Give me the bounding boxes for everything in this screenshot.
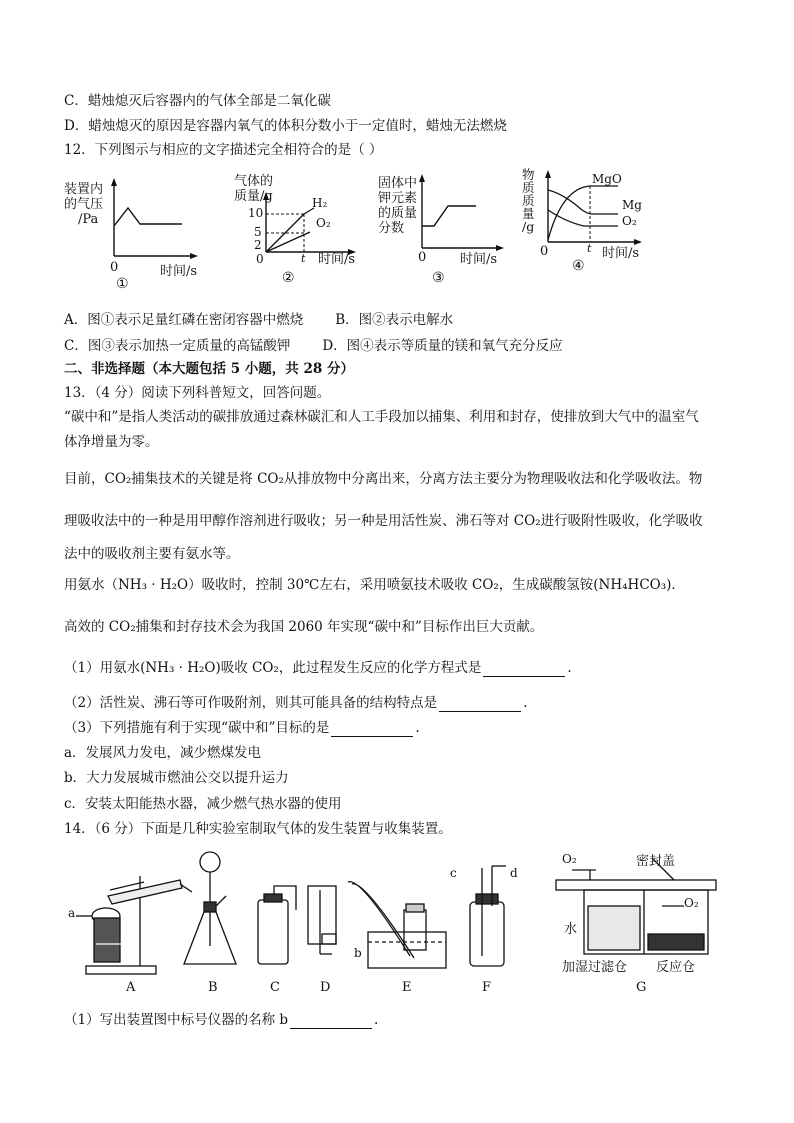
- graph-2-ylabel: 气体的 质量/g: [234, 174, 274, 204]
- graph-3: [376, 168, 516, 298]
- apparatus-c: [258, 886, 296, 964]
- apparatus-mark-c: c: [450, 866, 457, 880]
- apparatus-label-b: B: [208, 980, 218, 995]
- apparatus-label-e: E: [402, 980, 412, 995]
- graph-3-number: ③: [432, 270, 445, 286]
- graph-1: [64, 168, 224, 298]
- graph-2-origin: 0: [256, 252, 264, 266]
- answer-blank-14-1[interactable]: [290, 1014, 372, 1029]
- apparatus-b: [184, 852, 236, 964]
- option-d: D．蜡烛熄灭的原因是容器内氧气的体积分数小于一定值时，蜡烛无法燃烧: [64, 118, 507, 134]
- option-c: C．蜡烛熄灭后容器内的气体全部是二氧化碳: [64, 93, 331, 109]
- question-14-1: （1）写出装置图中标号仪器的名称 b .: [64, 1012, 379, 1028]
- apparatus-label-f: F: [482, 980, 492, 995]
- apparatus-mark-a: a: [68, 906, 76, 920]
- graph-2-xlabel: 时间/s: [318, 252, 356, 267]
- passage-p2b: 理吸收法中的一种是用甲醇作溶剂进行吸收；另一种是用活性炭、沸石等对 CO₂进行吸附性吸收，化学吸收: [64, 513, 703, 529]
- passage-p4: 高效的 CO₂捕集和封存技术会为我国 2060 年实现“碳中和”目标作出巨大贡献。: [64, 619, 544, 635]
- section-2-heading: 二、非选择题（本大题包括 5 小题，共 28 分）: [64, 361, 354, 377]
- apparatus-label-a: A: [126, 980, 136, 995]
- apparatus-f: [470, 866, 506, 966]
- graph-4: [518, 168, 658, 298]
- graph-3-origin: 0: [418, 250, 427, 265]
- graph-1-xlabel: 时间/s: [160, 264, 198, 279]
- graph-4-xlabel: 时间/s: [602, 246, 640, 261]
- graph-4-series-mg: Mg: [622, 198, 642, 212]
- apparatus-e: [348, 882, 446, 968]
- graph-1-number: ①: [116, 276, 129, 292]
- graph-1-ylabel: 装置内 的气压 /Pa: [64, 182, 104, 227]
- answer-blank-3[interactable]: [331, 722, 413, 737]
- passage-p3: 用氨水（NH₃ · H₂O）吸收时，控制 30℃左右，采用喷氨技术吸收 CO₂，生成碳酸氢铵(NH₄HCO₃)．: [64, 577, 685, 593]
- graph-2-tick-2: 2: [254, 238, 262, 252]
- passage-p2c: 法中的吸收剂主要有氨水等。: [64, 546, 240, 562]
- graph-4-number: ④: [572, 258, 585, 274]
- sub-question-2: （2）活性炭、沸石等可作吸附剂，则其可能具备的结构特点是 .: [64, 695, 528, 711]
- apparatus-d: [308, 886, 336, 954]
- apparatus-g-o2-in: O₂: [684, 896, 699, 910]
- apparatus-label-d: D: [320, 980, 331, 995]
- passage-p1b: 体净增量为零。: [64, 434, 159, 450]
- option-12-a: A．图①表示足量红磷在密闭容器中燃烧: [64, 312, 304, 328]
- question-12: 12．下列图示与相应的文字描述完全相符合的是（ ）: [64, 142, 383, 158]
- choice-b: b．大力发展城市燃油公交以提升运力: [64, 770, 289, 786]
- question-12-options-cd: [64, 337, 563, 355]
- passage-p2a: 目前，CO₂捕集技术的关键是将 CO₂从排放物中分离出来，分离方法主要分为物理吸收法和化学吸收法。物: [64, 471, 703, 487]
- graph-2-tick-5: 5: [254, 225, 262, 239]
- apparatus-mark-d: d: [510, 866, 518, 880]
- graph-2: [220, 168, 370, 298]
- graph-4-t: t: [587, 242, 592, 255]
- apparatus-figure: [64, 846, 754, 1002]
- option-12-c: C．图③表示加热一定质量的高锰酸钾: [64, 338, 291, 354]
- apparatus-g-right: 反应仓: [656, 960, 696, 975]
- passage-p1a: “碳中和”是指人类活动的碳排放通过森林碳汇和人工手段加以捕集、利用和封存，使排放到大气中的温室气: [64, 409, 699, 425]
- apparatus-mark-b: b: [354, 946, 362, 960]
- sub-question-3: （3）下列措施有利于实现“碳中和”目标的是 .: [64, 720, 420, 736]
- graph-2-t: t: [301, 252, 306, 265]
- graph-4-series-o2: O₂: [622, 214, 637, 228]
- graph-4-origin: 0: [540, 244, 549, 259]
- answer-blank-2[interactable]: [439, 697, 521, 712]
- apparatus-label-g: G: [636, 980, 647, 995]
- question-13: 13．（4 分）阅读下列科普短文，回答问题。: [64, 385, 331, 401]
- graph-2-series-h2: H₂: [312, 196, 328, 210]
- question-12-options-ab: [64, 311, 453, 329]
- apparatus-a: [76, 876, 192, 974]
- answer-blank-1[interactable]: [483, 662, 565, 677]
- graph-2-number: ②: [282, 270, 295, 286]
- apparatus-g-water: 水: [564, 922, 578, 937]
- choice-c: c．安装太阳能热水器，减少燃气热水器的使用: [64, 796, 342, 812]
- option-12-b: B．图②表示电解水: [335, 312, 454, 328]
- graph-2-series-o2: O₂: [316, 216, 331, 230]
- graph-4-ylabel: 物 质 质 量 /g: [522, 167, 535, 234]
- sub-question-1: （1）用氨水(NH₃ · H₂O)吸收 CO₂，此过程发生反应的化学方程式是 .: [64, 660, 572, 676]
- graph-3-ylabel: 固体中 钾元素 的质量 分数: [378, 176, 418, 236]
- graph-1-origin: 0: [110, 260, 119, 275]
- apparatus-g-o2-out: O₂: [562, 852, 577, 866]
- apparatus-g-cap: 密封盖: [636, 854, 676, 869]
- graph-2-tick-10: 10: [248, 206, 264, 220]
- option-12-d: D．图④表示等质量的镁和氧气充分反应: [322, 338, 563, 354]
- apparatus-label-c: C: [270, 980, 280, 995]
- choice-a: a．发展风力发电，减少燃煤发电: [64, 745, 262, 761]
- graph-4-series-mgo: MgO: [592, 172, 622, 186]
- graph-3-xlabel: 时间/s: [460, 252, 498, 267]
- question-14: 14．（6 分）下面是几种实验室制取气体的发生装置与收集装置。: [64, 821, 452, 837]
- apparatus-g-left: 加湿过滤仓: [562, 960, 628, 975]
